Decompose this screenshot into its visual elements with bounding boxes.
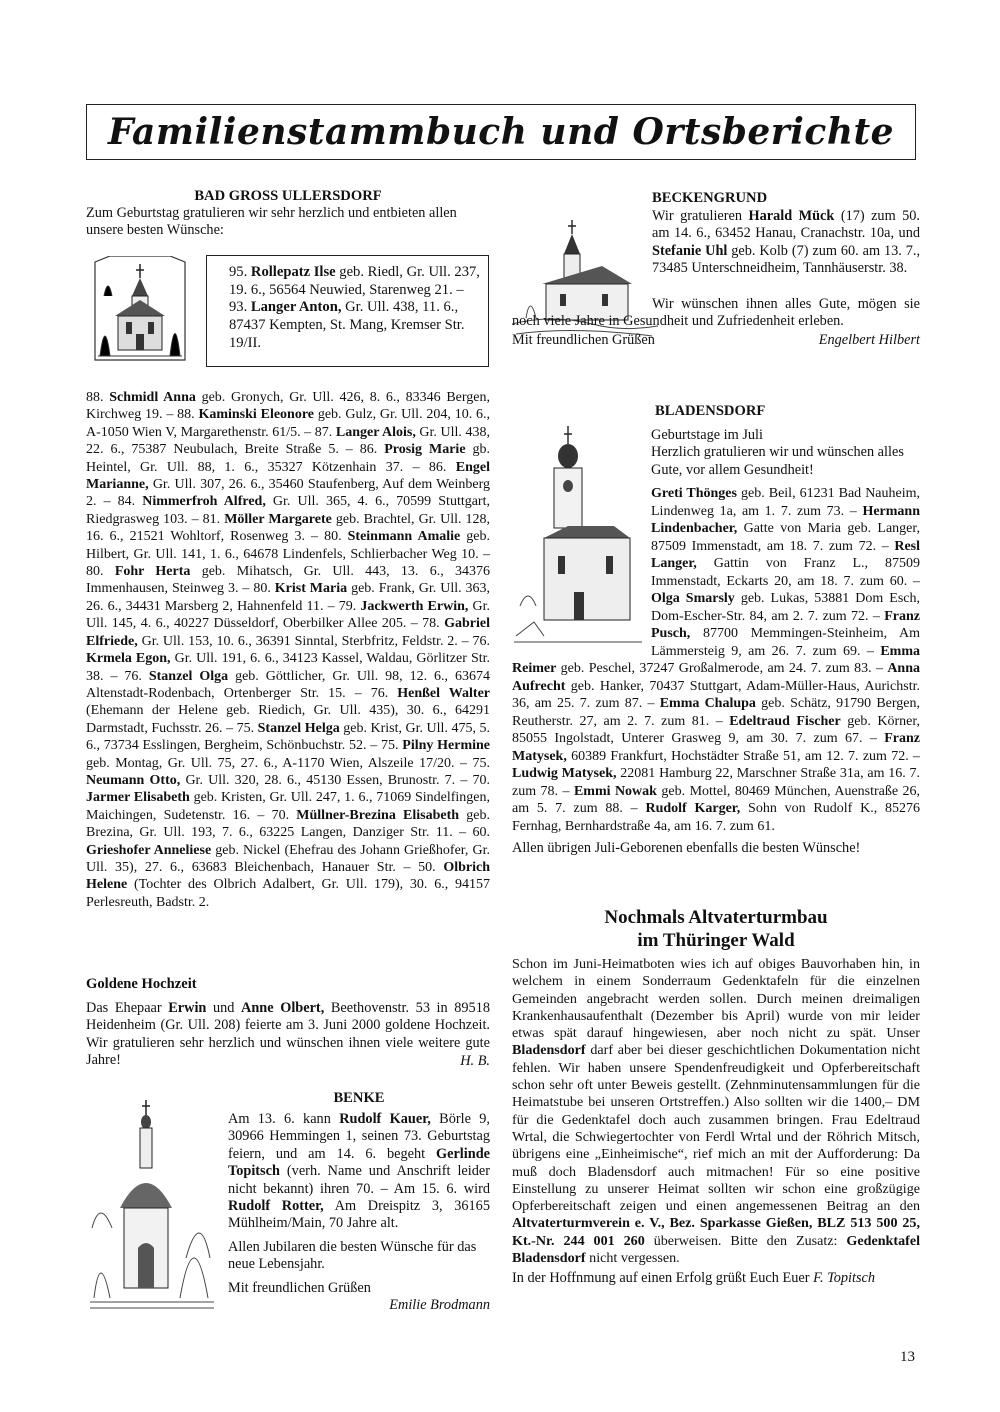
person-details: geb. Brachtel, Gr. Ull. 128, 16. 6., 21521 Wohltorf, Rosenweg 3. – 80.: [86, 511, 491, 545]
person-details: (Ehemann der Helene geb. Riedich, Gr. Ull. 435), 30. 6., 64291 Darmstadt, Fuchsstr. 26. – 75.: [86, 703, 490, 736]
person-name: Emma Chalupa: [659, 696, 756, 711]
person-name: Kaminski Eleonore: [198, 407, 315, 423]
altvater-signature: F. Topitsch: [813, 1270, 876, 1287]
person-name: Prosig Marie: [384, 442, 466, 458]
person-details: Gr. Ull. 145, 4. 6., 40227 Düsseldorf, Oberbilker Allee 205. – 78.: [86, 598, 491, 632]
person-details: geb. Körner, 85055 Ingolstadt, Unterer Grasweg 9, am 30. 7. zum 67. –: [512, 713, 920, 746]
benke-greeting: Mit freundlichen Grüßen: [228, 1279, 371, 1296]
section-beckengrund: BECKENGRUND Wir gratulieren Harald Mück (17) zum 50. am 14. 6., 63452 Hanau, Cranachstr. 10a, und Stefanie Uhl geb. Kolb (7) zum 60. am 13. 7., 73485 Unterschneidheim, Tannhäuserstr. 38.: [652, 190, 921, 277]
birthday-list: [86, 389, 490, 911]
person-details: geb. Brezina, Gr. Ull. 193, 7. 6., 63225 Langen, Danziger Str. 11. – 60.: [86, 807, 491, 841]
person-details: geb. Göttlicher, Gr. Ull. 98, 12. 6., 63674 Altenstadt-Rodenbach, Ortenberger Str. 15. – 76.: [86, 668, 490, 701]
beckengrund-signature: Engelbert Hilbert: [818, 331, 920, 348]
person-details: geb. Peschel, 37247 Großalmerode, am 24. 7. zum 83. –: [560, 661, 883, 676]
section-benke: BENKE Am 13. 6. kann Rudolf Kauer, Börle 9, 30966 Hemmingen 1, seinen 73. Geburtstag feiern, und am 14. 6. begeht Gerlinde Topitsch (verh. Name und Anschrift leider nicht bekannt) ihren 70. – Am 15. 6. wird Rudolf Rotter, Am Dreispitz 3, 36165 Mühlheim/Main, 70 Jahre alt. Allen Jubilaren die besten Wünsche für das neue Lebensjahr. Mit freundlichen Grüßen Emilie Brodmann: [228, 1090, 490, 1314]
person-name: Emma Reimer: [512, 643, 920, 676]
person-details: (Tochter des Olbrich Adalbert, Gr. Ull. 179), 30. 6., 94157 Perlesreuth, Badstr. 2.: [86, 877, 491, 910]
church-illustration: [90, 256, 190, 362]
person-details: geb. Krist, Gr. Ull. 475, 5. 6., 73734 Esslingen, Bergheim, Schönbuchstr. 52. – 75.: [86, 720, 490, 754]
section-heading: BECKENGRUND: [652, 190, 768, 206]
person-name: Neumann Otto,: [86, 772, 181, 788]
person-name: Engel Marianne,: [86, 459, 491, 493]
hochzeit-signature: H. B.: [460, 1052, 490, 1069]
person-name: Müllner-Brezina Elisabeth: [296, 807, 460, 823]
person-details: geb. Schätz, 91790 Bergen, Reutherstr. 27, am 2. 7. zum 81. –: [512, 696, 920, 729]
person-name: Stanzel Helga: [257, 720, 340, 736]
person-details: 87700 Memmingen-Steinheim, Am Lämmersteig 9, am 26. 7. zum 69. –: [651, 626, 920, 659]
person-name: Hermann Lindenbacher,: [651, 503, 921, 536]
person-name: Emmi Nowak: [573, 783, 657, 799]
person-details: 22081 Hamburg 22, Marschner Straße 31a, am 16. 7. zum 78. –: [512, 766, 921, 799]
person-details: geb. Hanker, 70437 Stuttgart, Adam-Müller-Haus, Aurichstr. 36, am 25. 7. zum 87. –: [512, 678, 920, 711]
person-details: Gr. Ull. 153, 10. 6., 36391 Sinntal, Sterbfritz, Feldstr. 2. – 76.: [141, 633, 491, 649]
person-name: Olbrich Helene: [86, 859, 491, 893]
person-details: geb. Mottel, 80469 München, Auenstraße 26, am 5. 7. zum 88. –: [512, 783, 921, 816]
person-name: Resl Langer,: [651, 538, 921, 571]
altvater-closing: In der Hoffnmung auf einen Erfolg grüßt Euch Euer: [512, 1270, 810, 1287]
person-details: Gatte von Maria geb. Langer, 87509 Immenstadt, am 18. 7. zum 72. –: [651, 521, 920, 554]
person-details: gb. Heintel, Gr. Ull. 88, 1. 6., 35327 Kötzenhain 37. – 86.: [86, 442, 490, 475]
person-name: Pilny Hermine: [402, 738, 490, 754]
bladensdorf-closing: Allen übrigen Juli-Geborenen ebenfalls die besten Wünsche!: [512, 840, 861, 856]
person-details: Gr. Ull. 191, 6. 6., 34123 Kassel, Waldau, Görlitzer Str. 38. – 76.: [86, 651, 491, 684]
person-details: geb. Nickel (Ehefrau des Johann Grießhofer, Gr. Ull. 35), 27. 6., 63683 Bleichenbach, Hanauer Str. – 50.: [86, 842, 490, 875]
person-name: Krist Maria: [274, 581, 348, 597]
person-name: Möller Margarete: [224, 511, 332, 527]
person-name: Grieshofer Anneliese: [86, 842, 212, 858]
section-goldene-hochzeit: Goldene Hochzeit Das Ehepaar Erwin und Anne Olbert, Beethovenstr. 53 in 89518 Heidenheim (Gr. Ull. 208) feierte am 3. Juni 2000 goldene Hochzeit. Wir gratulieren sehr herzlich und wünschen ihnen viele weitere gute Jahre! H. B.: [86, 976, 491, 1069]
person-name: Rudolf Karger,: [645, 801, 741, 816]
person-details: geb. Gulz, Gr. Ull. 204, 10. 6., A-1050 Wien V, Margarethenstr. 61/5. – 87.: [86, 407, 490, 440]
page-number: 13: [900, 1349, 915, 1365]
person-name: Ludwig Matysek,: [512, 766, 617, 781]
person-name: Anna Aufrecht: [512, 661, 920, 694]
person-details: Gr. Ull. 438, 22. 6., 75387 Neubulach, Breite Straße 5. – 86.: [86, 424, 490, 458]
intro-text: Zum Geburtstag gratulieren wir sehr herzlich und entbieten allen unsere besten Wünsche:: [86, 205, 457, 239]
section-heading: BAD GROSS ULLERSDORF: [194, 188, 382, 204]
person-name: Nimmerfroh Alfred,: [142, 494, 266, 510]
person-name: Krmela Egon,: [86, 651, 171, 667]
person-details: Gr. Ull. 365, 4. 6., 70599 Stuttgart, Riedgrasweg 103. – 81.: [86, 494, 490, 527]
person-name: Franz Matysek,: [512, 731, 921, 764]
article-title-line2: im Thüringer Wald: [637, 930, 795, 951]
person-name: Henßel Walter: [397, 685, 491, 701]
person-name: Fohr Herta: [114, 564, 191, 580]
bladensdorf-list: [512, 485, 920, 857]
section-heading: BENKE: [333, 1090, 385, 1106]
person-name: Edeltraud Fischer: [729, 713, 841, 729]
person-details: geb. Frank, Gr. Ull. 363, 26. 6., 34431 Marsberg 2, Hahnenfeld 11. – 79.: [86, 581, 491, 614]
person-details: geb. Gronych, Gr. Ull. 426, 8. 6., 83346 Bergen, Kirchweg 19. – 88.: [86, 390, 491, 423]
chapel-illustration: [90, 1098, 214, 1320]
person-name: Jackwerth Erwin,: [360, 598, 469, 614]
person-details: geb. Montag, Gr. Ull. 75, 27. 6., A-1170 Wien, Alszeile 17/20. – 75.: [86, 755, 490, 771]
bladensdorf-intro1: Geburtstage im Juli: [651, 427, 763, 443]
article-title-line1: Nochmals Altvaterturmbau: [604, 907, 828, 928]
page-title: Familienstammbuch und Ortsberichte: [86, 104, 916, 160]
person-name: Stanzel Olga: [148, 668, 229, 684]
person-details: Gattin von Franz L., 87509 Immenstadt, Eckarts 20, am 18. 7. zum 60. –: [651, 556, 921, 589]
section-altvater: Nochmals Altvaterturmbau im Thüringer Wald Schon im Juni-Heimatboten wies ich auf obiges Bauvorhaben hin, in welchem in einem Sonderraum Gedenktafeln für die einzelnen Gemeinden angebracht werden sollen. Durch meinen dreimaligen Krankenhausaufenthalt (Dezember bis April) wurde von mir leider etwas spät darauf hingewiesen, aber noch nicht zu spät. Unser Bladensdorf darf aber bei dieser geschichtlichen Dokumentation nicht fehlen. Wir haben unsere Spendenfreudigkeit und Opferbereitschaft schon sehr oft unter Beweis gestellt. (Zehnminutensammlungen für die Heimatstube bei unseren Ortstreffen.) Also sollten wir die 1400,– DM für die Gedenktafel doch auch zusammen bringen. Frau Edeltraud Wrtal, die Schwiegertochter von Ferdl Wrtal und der Röhrich Mitsch, übrigens eine „Einheimische“, rief mich an mit der Aufforderung: Da muß doch Bladensdorf auch mitmachen! Für so eine positive Einstellung zu unserer Heimat sollten wir schon eine großzügige Opferbereitschaft zeigen und einen angemessenen Beitrag an den Altvaterturmverein e. V., Bez. Sparkasse Gießen, BLZ 513 500 25, Kt.-Nr. 244 001 260 überweisen. Bitte den Zusatz: Gedenktafel Bladensdorf nicht vergessen. In der Hoffnmung auf einen Erfolg grüßt Euch Euer F. Topitsch: [512, 907, 920, 1287]
section-bad-gross-ullersdorf: [86, 188, 490, 240]
beckengrund-greeting: Mit freundlichen Grüßen: [512, 331, 655, 348]
person-name: Gabriel Elfriede,: [86, 616, 490, 649]
person-details: geb. Kristen, Gr. Ull. 247, 1. 6., 71069 Sindelfingen, Maichingen, Sudetenstr. 16. – 70.: [86, 790, 490, 823]
beckengrund-wish: Wir wünschen ihnen alles Gute, mögen sie noch viele Jahre in Gesundheit und Zufriedenheit erleben.: [512, 296, 920, 330]
benke-wish: Allen Jubilaren die besten Wünsche für das neue Lebensjahr.: [228, 1238, 477, 1273]
person-name: Greti Thönges: [651, 486, 737, 501]
person-name: Schmidl Anna: [109, 390, 196, 405]
person-details: geb. Mihatsch, Gr. Ull. 443, 13. 6., 34376 Immenhausen, Steinweg 3. – 80.: [86, 564, 491, 597]
section-heading: BLADENSDORF: [655, 403, 766, 419]
person-name: Jarmer Elisabeth: [86, 790, 190, 806]
person-details: 60389 Frankfurt, Hochstädter Straße 51, am 12. 7. zum 72. –: [571, 748, 920, 764]
person-details: geb. Lukas, 53881 Dom Esch, Dom-Escher-Str. 84, am 2. 7. zum 72. –: [651, 591, 920, 624]
person-details: Gr. Ull. 307, 26. 6., 35460 Staufenberg, Auf dem Weinberg 2. – 84.: [86, 477, 491, 510]
person-name: Langer Alois,: [335, 424, 416, 440]
person-details: geb. Hilbert, Gr. Ull. 141, 1. 6., 64678 Lindenfels, Schlierbacher Weg 10. – 80.: [86, 529, 490, 580]
person-details: Gr. Ull. 320, 28. 6., 45130 Essen, Brunostr. 7. – 70.: [185, 772, 491, 788]
hochzeit-heading: Goldene Hochzeit: [86, 976, 197, 992]
section-bladensdorf: [651, 403, 919, 479]
person-details: 88.: [86, 390, 104, 405]
birthday-box: 95. Rollepatz Ilse geb. Riedl, Gr. Ull. 237, 19. 6., 56564 Neuwied, Starenweg 21. – 93. Langer Anton, Gr. Ull. 438, 11. 6., 87437 Kempten, St. Mang, Kremser Str. 19/II.: [206, 255, 489, 367]
bladensdorf-intro2: Herzlich gratulieren wir und wünschen alles Gute, vor allem Gesundheit!: [651, 444, 904, 478]
benke-signature: Emilie Brodmann: [389, 1297, 490, 1314]
person-name: Olga Smarsly: [651, 591, 735, 606]
person-name: Franz Pusch,: [651, 608, 921, 641]
person-details: geb. Beil, 61231 Bad Nauheim, Lindenweg 1a, am 1. 7. zum 73. –: [651, 486, 921, 519]
person-name: Steinmann Amalie: [347, 529, 461, 545]
person-details: Sohn von Rudolf K., 85276 Fernhag, Bernhardstraße 4a, am 16. 7. zum 61.: [512, 801, 920, 834]
